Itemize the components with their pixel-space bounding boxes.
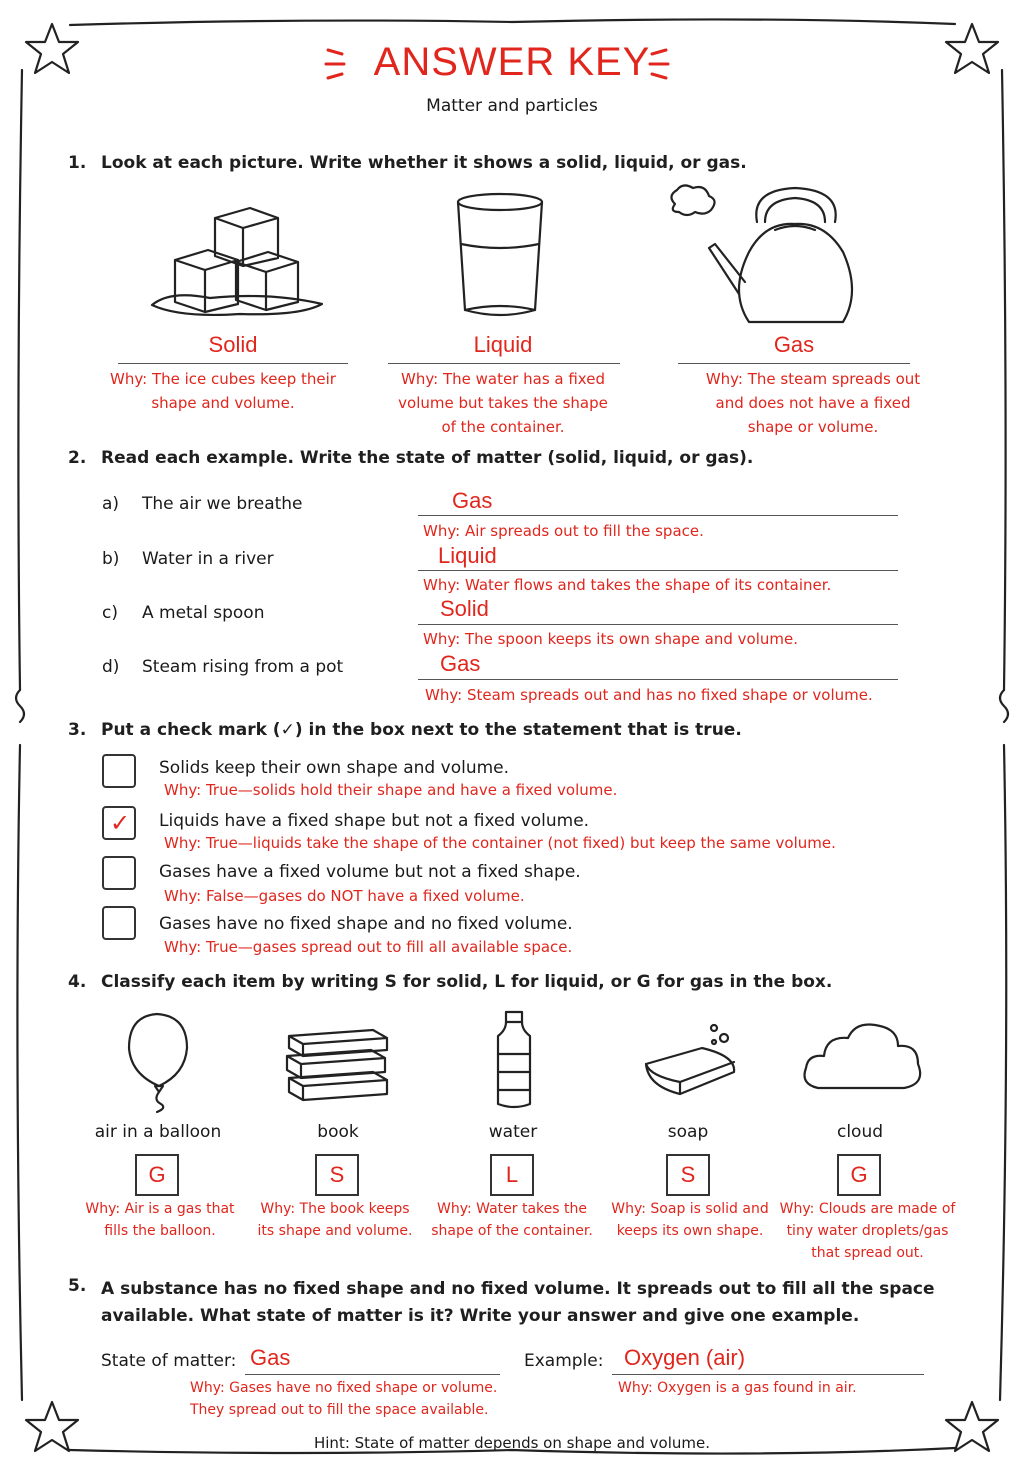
- q2-example: Steam rising from a pot: [142, 657, 344, 677]
- q5-state-answer[interactable]: Gas: [250, 1345, 291, 1370]
- q2-why: Why: Water flows and takes the shape of its container.: [423, 576, 832, 594]
- q4-why: Why: Water takes the shape of the container.: [431, 1201, 593, 1239]
- water-bottle-icon: [490, 1010, 540, 1110]
- q4-item-label: air in a balloon: [94, 1122, 222, 1142]
- q2-answer[interactable]: Solid: [440, 596, 489, 621]
- q2-number: 2.: [68, 448, 87, 468]
- q2-letter: c): [102, 603, 118, 623]
- q3-why: Why: False—gases do NOT have a fixed volume.: [164, 887, 525, 905]
- sparkle-icon: [322, 44, 352, 84]
- page-title: ANSWER KEY: [373, 40, 651, 84]
- q4-answer-box[interactable]: S: [666, 1154, 710, 1196]
- q2-example: A metal spoon: [142, 603, 265, 623]
- q2-example: The air we breathe: [142, 494, 303, 514]
- q4-why: Why: Air is a gas that fills the balloon.: [85, 1201, 235, 1239]
- books-icon: [283, 1026, 393, 1106]
- q1-prompt: Look at each picture. Write whether it shows a solid, liquid, or gas.: [101, 153, 747, 173]
- q3-why: Why: True—solids hold their shape and have a fixed volume.: [164, 781, 618, 799]
- q1-why: Why: The ice cubes keep their shape and volume.: [110, 370, 336, 412]
- hint-text: Hint: State of matter depends on shape and volume.: [313, 1434, 710, 1452]
- q5-example-label: Example:: [524, 1351, 604, 1371]
- q2-why: Why: Steam spreads out and has no fixed shape or volume.: [425, 686, 873, 704]
- q3-statement: Liquids have a fixed shape but not a fixed volume.: [159, 811, 590, 831]
- q3-statement: Gases have no fixed shape and no fixed volume.: [159, 914, 573, 934]
- q1-answer-line: [678, 363, 910, 364]
- q1-why: Why: The water has a fixed volume but takes the shape of the container.: [398, 370, 608, 436]
- q5-example-answer[interactable]: Oxygen (air): [624, 1345, 746, 1370]
- q5-state-line: [245, 1374, 500, 1375]
- q4-why: Why: Soap is solid and keeps its own shape.: [611, 1201, 769, 1239]
- q3-checkbox[interactable]: [102, 806, 136, 840]
- q5-state-why: Why: Gases have no fixed shape or volume. They spread out to fill the space available.: [190, 1380, 498, 1418]
- q2-answer-line: [418, 679, 898, 680]
- q3-why: Why: True—gases spread out to fill all available space.: [164, 938, 573, 956]
- q5-example-why: Why: Oxygen is a gas found in air.: [618, 1380, 857, 1396]
- q4-answer-box[interactable]: S: [315, 1154, 359, 1196]
- q2-letter: d): [102, 657, 120, 677]
- q4-prompt: Classify each item by writing S for solid, L for liquid, or G for gas in the box.: [101, 972, 833, 992]
- q3-checkbox[interactable]: [102, 856, 136, 890]
- star-icon: [22, 1398, 82, 1458]
- q4-item-label: water: [488, 1122, 538, 1142]
- q5-prompt: A substance has no fixed shape and no fixed volume. It spreads out to fill all the space available. What state of matter is it? Write your answer and give one example.: [101, 1279, 935, 1326]
- q2-answer-line: [418, 624, 898, 625]
- q1-answer-line: [388, 363, 620, 364]
- q2-example: Water in a river: [142, 549, 274, 569]
- q2-letter: b): [102, 549, 120, 569]
- balloon-icon: [125, 1012, 195, 1112]
- star-icon: [942, 20, 1002, 80]
- star-icon: [942, 1398, 1002, 1458]
- q4-answer-box[interactable]: G: [135, 1154, 179, 1196]
- q2-prompt: Read each example. Write the state of matter (solid, liquid, or gas).: [101, 448, 754, 468]
- q3-prompt: Put a check mark (✓) in the box next to the statement that is true.: [101, 720, 742, 740]
- star-icon: [22, 20, 82, 80]
- q4-why: Why: Clouds are made of tiny water droplets/gas that spread out.: [779, 1201, 956, 1261]
- q1-answer-gas[interactable]: Gas: [773, 332, 815, 357]
- q1-answer-liquid[interactable]: Liquid: [473, 332, 533, 357]
- q3-statement: Gases have a fixed volume but not a fixed shape.: [159, 862, 581, 882]
- q3-checkbox[interactable]: [102, 906, 136, 940]
- q1-why: Why: The steam spreads out and does not have a fixed shape or volume.: [705, 370, 921, 436]
- cloud-icon: [800, 1018, 930, 1098]
- q5-number: 5.: [68, 1276, 87, 1296]
- q4-number: 4.: [68, 972, 87, 992]
- steaming-kettle-icon: [665, 182, 875, 332]
- q1-answer-line: [118, 363, 348, 364]
- q3-statement: Solids keep their own shape and volume.: [159, 758, 510, 778]
- page-subtitle: Matter and particles: [426, 96, 598, 116]
- q4-answer-box[interactable]: G: [837, 1154, 881, 1196]
- soap-bar-icon: [640, 1020, 750, 1110]
- q3-number: 3.: [68, 720, 87, 740]
- q5-state-label: State of matter:: [101, 1351, 237, 1371]
- q2-why: Why: The spoon keeps its own shape and volume.: [423, 630, 798, 648]
- q2-answer[interactable]: Gas: [452, 488, 493, 513]
- q2-answer[interactable]: Liquid: [438, 543, 497, 568]
- q2-letter: a): [102, 494, 120, 514]
- q2-answer-line: [418, 515, 898, 516]
- q4-item-label: cloud: [836, 1122, 884, 1142]
- q4-why: Why: The book keeps its shape and volume.: [257, 1201, 413, 1239]
- q2-answer[interactable]: Gas: [440, 651, 481, 676]
- glass-of-water-icon: [455, 192, 555, 322]
- q4-answer-box[interactable]: L: [490, 1154, 534, 1196]
- q4-item-label: soap: [667, 1122, 709, 1142]
- q3-why: Why: True—liquids take the shape of the container (not fixed) but keep the same volume.: [164, 834, 836, 852]
- q4-item-label: book: [317, 1122, 359, 1142]
- ice-cubes-icon: [150, 200, 330, 320]
- q5-example-line: [612, 1374, 924, 1375]
- q1-answer-solid[interactable]: Solid: [208, 332, 258, 357]
- sparkle-icon: [642, 44, 672, 84]
- q2-answer-line: [418, 570, 898, 571]
- check-mark-icon: ✓: [110, 809, 131, 837]
- q3-checkbox[interactable]: [102, 754, 136, 788]
- q1-number: 1.: [68, 153, 87, 173]
- q2-why: Why: Air spreads out to fill the space.: [423, 522, 704, 540]
